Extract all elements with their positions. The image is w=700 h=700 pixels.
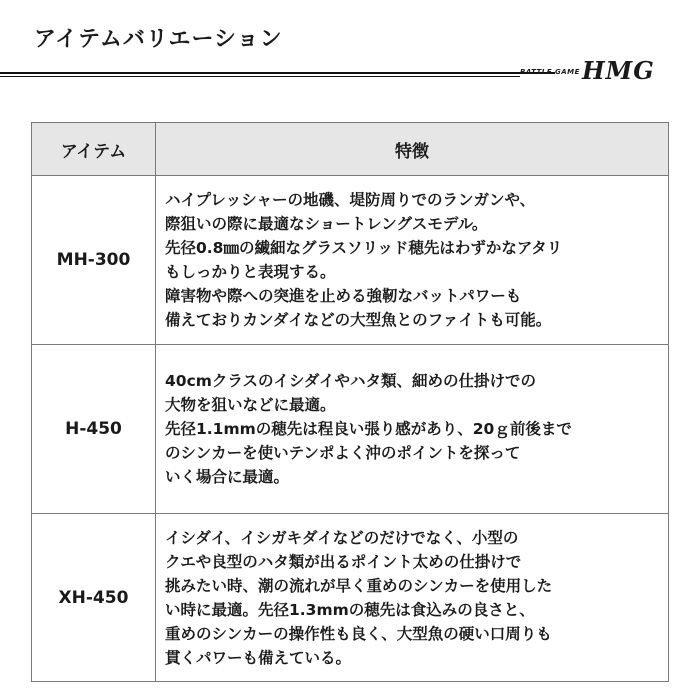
item-description (156, 514, 669, 682)
item-description (156, 345, 669, 514)
header-item: アイテム (32, 123, 156, 176)
item-description (156, 176, 669, 345)
description-line: 障害物や際への突進を止める強靭なバットパワーも (165, 287, 522, 305)
description-line: 備えておりカンダイなどの大型魚とのファイトも可能。 (165, 311, 552, 329)
section-heading: アイテムバリエーション (34, 27, 283, 52)
description-line: 大物を狙いなどに最適。 (165, 396, 336, 414)
item-name: H-450 (32, 345, 156, 514)
description-line: イシダイ、イシガキダイなどのだけでなく、小型の (165, 528, 519, 547)
description-line: 重めのシンカーの操作性も良く、大型魚の硬い口周りも (165, 624, 552, 643)
logo-big-text: HMG (582, 56, 655, 85)
description-line: ハイプレッシャーの地磯、堤防周りでのランガンや、 (165, 191, 536, 209)
logo-small-text: BATTLE GAME (520, 68, 580, 76)
brand-logo (520, 58, 690, 84)
description-line: 際狙いの際に最適なショートレングスモデル。 (165, 215, 488, 233)
item-name: XH-450 (32, 514, 156, 682)
description-line: い時に最適。先径1.3mmの穂先は食込みの良さと、 (165, 600, 535, 619)
heading-rule-thin (0, 76, 520, 77)
description-line: 貫くパワーも備えている。 (165, 648, 352, 667)
description-line: 先径0.8㎜の繊細なグラスソリッド穂先はわずかなアタリ (165, 239, 563, 257)
description-line: 先径1.1mmの穂先は程良い張り感があり、20ｇ前後まで (165, 420, 572, 438)
table-row (32, 514, 669, 682)
table-row (32, 176, 669, 345)
description-line: 40cmクラスのイシダイやハタ類、細めの仕掛けでの (165, 372, 537, 390)
heading-rule (0, 72, 555, 74)
description-line: 挑みたい時、潮の流れが早く重めのシンカーを使用した (165, 576, 553, 595)
item-variation-table (31, 122, 669, 682)
description-line: いく場合に最適。 (165, 468, 290, 486)
item-name: MH-300 (32, 176, 156, 345)
table-header-row (32, 123, 669, 176)
description-line: もしっかりと表現する。 (165, 263, 336, 281)
description-line: クエや良型のハタ類が出るポイント太めの仕掛けで (165, 552, 522, 571)
description-line: のシンカーを使いテンポよく沖のポイントを探って (165, 444, 521, 462)
table-row (32, 345, 669, 514)
header-features: 特徴 (156, 123, 669, 176)
